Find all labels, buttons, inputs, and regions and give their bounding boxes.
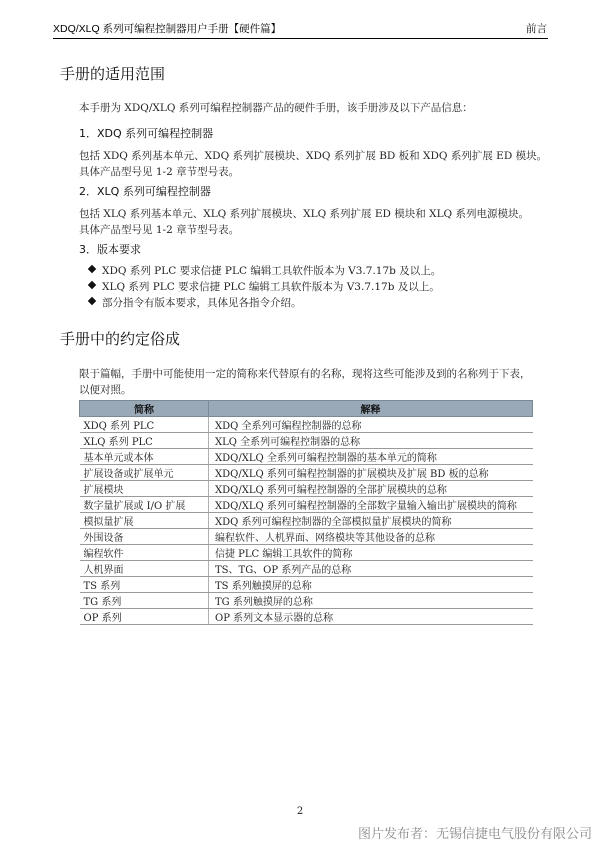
page-number: 2 [296,806,304,817]
term-cell: 人机界面 [80,561,209,577]
definition-cell: TG 系列触摸屏的总称 [209,593,533,609]
table-header-row [80,401,533,417]
definition-cell: 编程软件、人机界面、网络模块等其他设备的总称 [209,529,533,545]
table-row [80,513,533,529]
column-header-abbreviation: 简称 [80,401,209,417]
table-row [80,545,533,561]
header-title: XDQ/XLQ 系列可编程控制器用户手册【硬件篇】 [53,23,282,35]
definition-cell: XDQ/XLQ 系列可编程控制器的全部扩展模块的总称 [209,481,533,497]
publisher-watermark: 图片发布者：无锡信捷电气股份有限公司 [357,827,592,842]
table-row [80,497,533,513]
item-text-xlq-line1: 包括 XLQ 系列基本单元、XLQ 系列扩展模块、XLQ 系列扩展 ED 模块和 XLQ 系列电源模块。 [79,208,530,220]
bullet-text: 部分指令有版本要求，具体见各指令介绍。 [102,297,302,309]
item-title-xdq: 1．XDQ 系列可编程控制器 [79,127,214,140]
item-title-xlq: 2．XLQ 系列可编程控制器 [79,185,211,198]
table-row [80,609,533,625]
term-cell: XLQ 系列 PLC [80,433,209,449]
definition-cell: XDQ 系列可编程控制器的全部模拟量扩展模块的简称 [209,513,533,529]
conventions-intro-line1: 限于篇幅，手册中可能使用一定的简称来代替原有的名称，现将这些可能涉及到的名称列于下表， [79,368,531,380]
table-row [80,417,533,433]
table-row [80,529,533,545]
abbreviation-table [79,400,533,625]
item-title-version: 3．版本要求 [79,243,141,256]
table-row [80,561,533,577]
bullet-item [102,263,441,278]
term-cell: XDQ 系列 PLC [80,417,209,433]
table-row [80,481,533,497]
diamond-bullet-icon [88,265,96,273]
definition-cell: XDQ/XLQ 全系列可编程控制器的基本单元的简称 [209,449,533,465]
term-cell: 扩展设备或扩展单元 [80,465,209,481]
term-cell: 模拟量扩展 [80,513,209,529]
definition-cell: XLQ 全系列可编程控制器的总称 [209,433,533,449]
bullet-text: XLQ 系列 PLC 要求信捷 PLC 编辑工具软件版本为 V3.7.17b 及以上。 [102,281,440,293]
table-row [80,449,533,465]
table-row [80,465,533,481]
column-header-explanation: 解释 [209,401,533,417]
term-cell: TS 系列 [80,577,209,593]
bullet-item [102,279,440,294]
section-heading-conventions: 手册中的约定俗成 [60,330,181,348]
table-row [80,577,533,593]
definition-cell: TS、TG、OP 系列产品的总称 [209,561,533,577]
term-cell: OP 系列 [80,609,209,625]
item-text-xlq-line2: 具体产品型号见 1-2 章节型号表。 [79,224,240,236]
term-cell: 扩展模块 [80,481,209,497]
term-cell: 基本单元或本体 [80,449,209,465]
definition-cell: TS 系列触摸屏的总称 [209,577,533,593]
conventions-intro-line2: 以便对照。 [79,384,132,396]
definition-cell: XDQ 全系列可编程控制器的总称 [209,417,533,433]
header-divider [53,38,548,39]
section-heading-scope: 手册的适用范围 [60,65,166,83]
bullet-text: XDQ 系列 PLC 要求信捷 PLC 编辑工具软件版本为 V3.7.17b 及以上。 [102,265,442,277]
term-cell: TG 系列 [80,593,209,609]
bullet-item [102,295,302,310]
diamond-bullet-icon [88,281,96,289]
table-row [80,593,533,609]
definition-cell: XDQ/XLQ 系列可编程控制器的扩展模块及扩展 BD 板的总称 [209,465,533,481]
header-section: 前言 [526,23,547,35]
definition-cell: XDQ/XLQ 系列可编程控制器的全部数字量输入输出扩展模块的简称 [209,497,533,513]
table-row [80,433,533,449]
definition-cell: 信捷 PLC 编辑工具软件的简称 [209,545,533,561]
term-cell: 外围设备 [80,529,209,545]
definition-cell: OP 系列文本显示器的总称 [209,609,533,625]
scope-intro: 本手册为 XDQ/XLQ 系列可编程控制器产品的硬件手册，该手册涉及以下产品信息： [79,102,473,114]
diamond-bullet-icon [88,297,96,305]
term-cell: 编程软件 [80,545,209,561]
item-text-xdq-line1: 包括 XDQ 系列基本单元、XDQ 系列扩展模块、XDQ 系列扩展 BD 板和 XDQ 系列扩展 ED 模块。 [79,150,548,162]
term-cell: 数字量扩展或 I/O 扩展 [80,497,209,513]
item-text-xdq-line2: 具体产品型号见 1-2 章节型号表。 [79,166,240,178]
